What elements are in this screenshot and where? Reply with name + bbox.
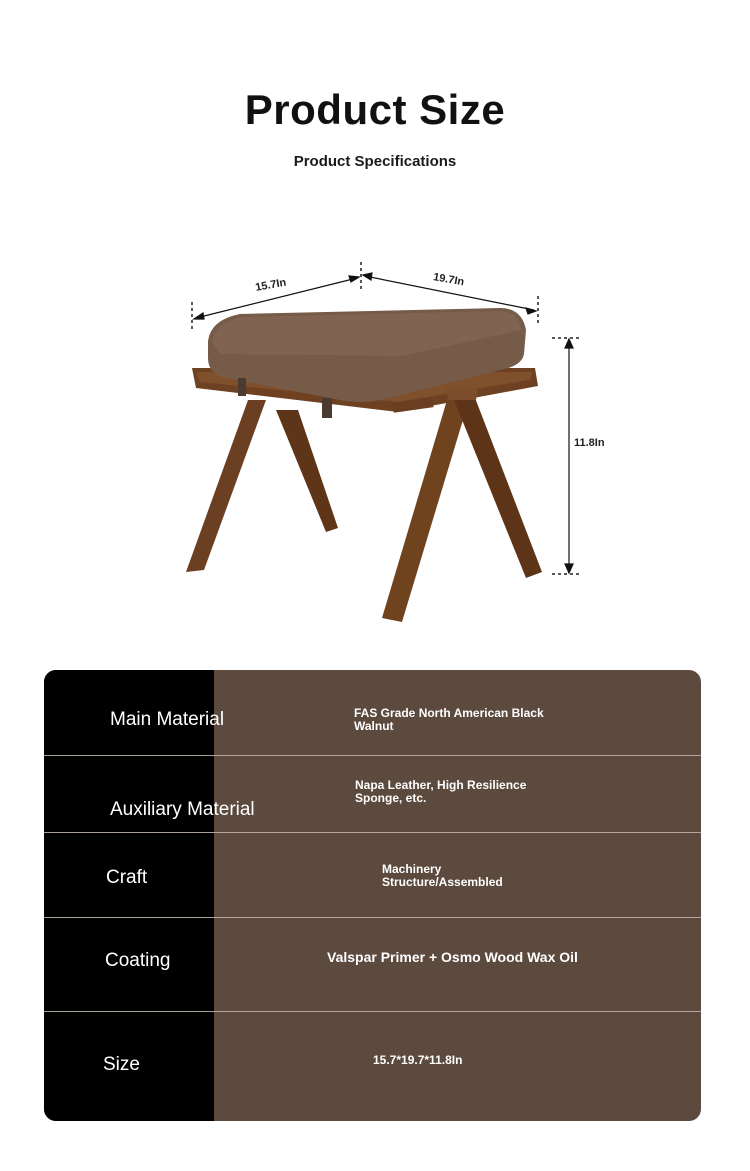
specifications-table — [44, 670, 701, 1121]
spec-label: Auxiliary Material — [110, 799, 255, 820]
stool-front-legs — [382, 388, 542, 622]
spec-value: Napa Leather, High Resilience Sponge, etc. — [355, 778, 527, 805]
stool-rear-legs — [186, 400, 338, 572]
spec-row-size — [44, 1012, 701, 1121]
spec-label: Main Material — [110, 709, 225, 730]
spec-row-auxiliary-material — [44, 756, 701, 832]
depth-dimension-label: 15.7In — [254, 276, 288, 294]
width-dimension-label: 19.7In — [432, 271, 466, 289]
spec-value: 15.7*19.7*11.8In — [373, 1053, 463, 1067]
spec-label: Coating — [105, 950, 171, 971]
spec-row-coating — [44, 918, 701, 1011]
height-dimension-line — [565, 339, 573, 573]
spec-label: Size — [103, 1054, 140, 1075]
spec-value: FAS Grade North American Black Walnut — [354, 706, 544, 733]
stool-illustration — [150, 250, 620, 640]
height-dimension-label: 11.8In — [574, 437, 605, 449]
spec-value: Valspar Primer + Osmo Wood Wax Oil — [327, 949, 578, 965]
page-title: Product Size — [244, 86, 506, 133]
spec-row-craft — [44, 833, 701, 917]
spec-label: Craft — [106, 867, 148, 888]
spec-value: Machinery Structure/Assembled — [382, 862, 503, 889]
page-subtitle: Product Specifications — [293, 153, 457, 170]
spec-row-main-material — [44, 670, 701, 755]
